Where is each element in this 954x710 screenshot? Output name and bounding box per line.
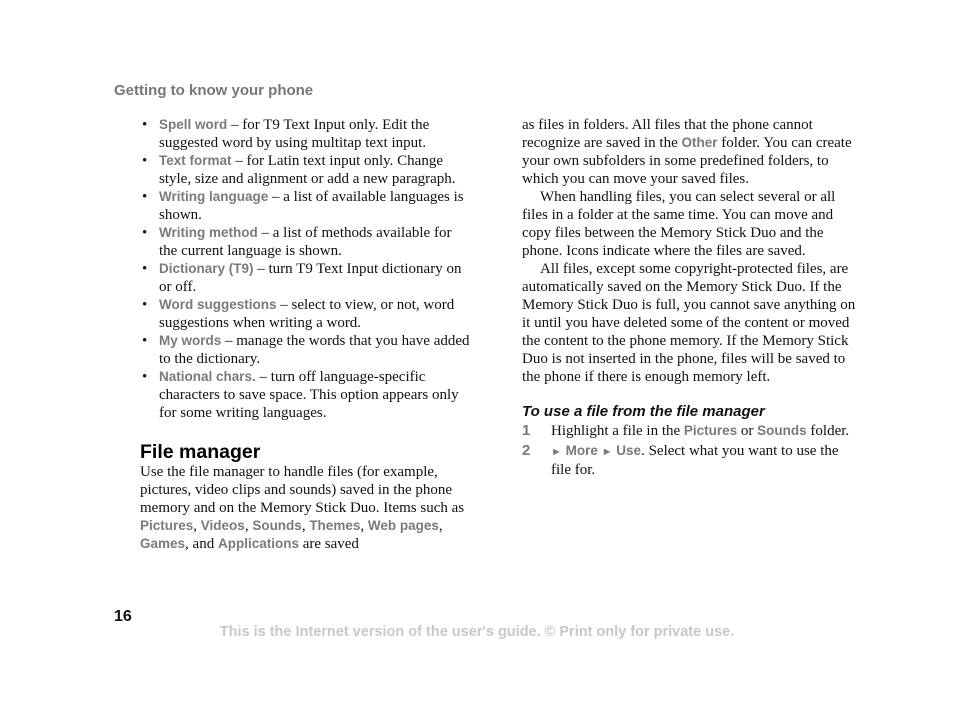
kw-more: More [565,443,598,458]
item-description: – select to view, or not, word suggestions when writing a word. [159,297,455,331]
list-item: • Spell word – for T9 Text Input only. Edit the suggested word by using multitap text input. [142,117,430,151]
left-column [140,116,470,553]
menu-term: Spell word [159,117,228,132]
paragraph: as files in folders. All files that the phone cannot recognize are saved in the Other folder. You can create your own subfolders in some predefined folders, to which you can move your saved files. [522,117,852,187]
procedure-heading: To use a file from the file manager [522,403,765,420]
file-manager-intro: Use the file manager to handle files (for example, pictures, video clips and sounds) saved in the phone memory and on the Memory Stick Duo. Items such as Pictures, Videos, Sounds, Themes, Web pages, Games, and Applications are saved [140,464,465,552]
menu-term: Writing method [159,225,258,240]
item-description: – turn T9 Text Input dictionary on or off. [159,261,462,295]
item-description: – a list of methods available for the current language is shown. [159,225,452,259]
kw-videos: Videos [200,518,245,533]
writing-options-list [140,116,470,422]
arrow-right-icon: ► [601,446,613,458]
item-description: – for T9 Text Input only. Edit the suggested word by using multitap text input. [159,117,430,151]
step-2: 2 ► More ► Use. Select what you want to use the file for. [522,442,839,478]
menu-term: Dictionary (T9) [159,261,254,276]
list-item: • Word suggestions – select to view, or not, word suggestions when writing a word. [142,297,455,331]
list-item: • Writing language – a list of available languages is shown. [142,189,464,223]
section-heading: File manager [140,441,261,463]
item-description: – turn off language-specific characters to save space. This option appears only for some writing languages. [159,369,459,421]
kw-pictures: Pictures [683,423,738,438]
item-description: – for Latin text input only. Change style, size and alignment or add a new paragraph. [159,153,456,187]
kw-use: Use [616,443,642,458]
kw-other: Other [681,135,718,150]
list-item: • National chars. – turn off language-specific characters to save space. This option appears only for some writing languages. [142,369,459,421]
item-description: – manage the words that you have added to the dictionary. [159,333,470,367]
menu-term: Text format [159,153,232,168]
step-number: 1 [522,422,531,439]
kw-sounds: Sounds [252,518,302,533]
footer-notice: This is the Internet version of the user's guide. © Print only for private use. [219,624,735,640]
kw-games: Games [140,536,186,551]
running-header: Getting to know your phone [114,82,314,99]
kw-themes: Themes [309,518,361,533]
page-number: 16 [114,608,132,625]
right-column [522,116,857,479]
item-description: – a list of available languages is shown. [159,189,464,223]
list-item: • Writing method – a list of methods available for the current language is shown. [142,225,452,259]
menu-term: Word suggestions [159,297,277,312]
menu-term: National chars. [159,369,256,384]
paragraph: All files, except some copyright-protected files, are automatically saved on the Memory Stick Duo. If the Memory Stick Duo is full, you cannot save anything on it until you have deleted some of the content or moved the content to the phone memory. If the Memory Stick Duo is not inserted in the phone, files will be saved to the phone if there is enough memory left. [522,261,856,385]
list-item: • Text format – for Latin text input only. Change style, size and alignment or add a new paragraph. [142,153,456,187]
kw-applications: Applications [217,536,299,551]
list-item: • Dictionary (T9) – turn T9 Text Input dictionary on or off. [142,261,462,295]
kw-pictures: Pictures [140,518,194,533]
step-1: 1 Highlight a file in the Pictures or Sounds folder. [522,422,850,439]
menu-term: Writing language [159,189,269,204]
list-item: • My words – manage the words that you have added to the dictionary. [142,333,470,367]
paragraph: When handling files, you can select several or all files in a folder at the same time. You can move and copy files between the Memory Stick Duo and the phone. Icons indicate where the files are saved. [522,189,836,259]
step-number: 2 [522,442,531,459]
kw-sounds: Sounds [757,423,807,438]
kw-web-pages: Web pages [367,518,439,533]
menu-term: My words [159,333,222,348]
arrow-right-icon: ► [551,446,562,458]
